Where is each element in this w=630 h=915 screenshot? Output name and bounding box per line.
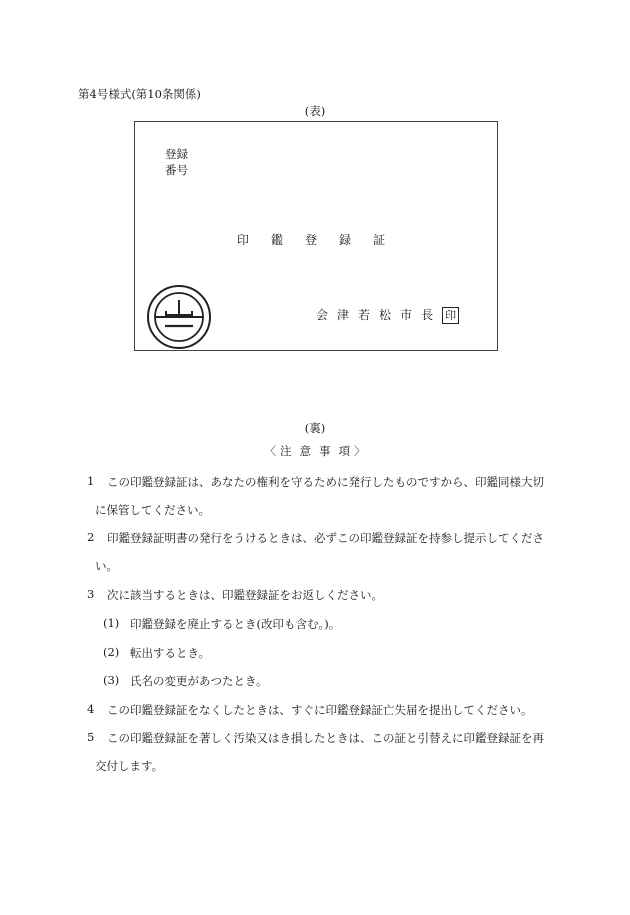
certificate-title-char: 登 <box>305 233 318 247</box>
note-number: 2 <box>87 530 95 544</box>
note-text-line: この印鑑登録証を著しく汚染又はき損したときは、この証と引替えに印鑑登録証を再 <box>107 731 544 745</box>
city-emblem-icon <box>144 282 214 352</box>
notes-heading <box>0 443 630 459</box>
note-text-line: い。 <box>95 559 118 573</box>
issuer-mayor-name <box>316 306 459 324</box>
official-seal-mark: 印 <box>442 307 459 324</box>
note-text-line: 氏名の変更があつたとき。 <box>130 674 268 688</box>
note-number: 5 <box>87 730 95 744</box>
certificate-title-char: 録 <box>339 233 352 247</box>
mayor-char: 若 <box>358 308 371 322</box>
certificate-title-char: 印 <box>237 233 250 247</box>
notes-heading-close: 〉 <box>354 444 366 458</box>
registration-number-label-line1: 登録 <box>165 147 188 161</box>
certificate-title-char: 鑑 <box>271 233 284 247</box>
note-text-line: この印鑑登録証は、あなたの権利を守るために発行したものですから、印鑑同様大切 <box>107 475 544 489</box>
sub-note-number: (2) <box>103 645 120 659</box>
note-text-line: この印鑑登録証をなくしたときは、すぐに印鑑登録証亡失届を提出してください。 <box>107 703 533 717</box>
notes-heading-char: 項 <box>338 444 350 458</box>
registration-card-front <box>134 121 498 351</box>
sub-note-number: (1) <box>103 616 120 630</box>
certificate-title-char: 証 <box>373 233 386 247</box>
note-number: 3 <box>87 587 95 601</box>
sub-note-number: (3) <box>103 673 120 687</box>
note-number: 1 <box>87 474 95 488</box>
note-text-line: に保管してください。 <box>95 503 210 517</box>
form-number: 第4号様式(第10条関係) <box>78 87 201 101</box>
mayor-char: 会 <box>316 308 329 322</box>
notes-heading-char: 意 <box>299 444 311 458</box>
front-side-label: (表) <box>304 104 326 118</box>
mayor-char: 松 <box>379 308 392 322</box>
note-text-line: 印鑑登録を廃止するとき(改印も含む。)。 <box>130 617 341 631</box>
notes-heading-char: 注 <box>280 444 292 458</box>
note-text-line: 交付します。 <box>95 759 164 773</box>
note-text-line: 印鑑登録証明書の発行をうけるときは、必ずこの印鑑登録証を持参し提示してくださ <box>107 531 544 545</box>
mayor-char: 市 <box>400 308 413 322</box>
note-text-line: 次に該当するときは、印鑑登録証をお返しください。 <box>107 588 383 602</box>
certificate-title <box>237 231 407 248</box>
registration-number-label-line2: 番号 <box>165 163 188 177</box>
note-text-line: 転出するとき。 <box>130 646 211 660</box>
registration-number-label <box>165 146 188 178</box>
notes-heading-open: 〈 <box>264 444 276 458</box>
notes-heading-char: 事 <box>319 444 331 458</box>
mayor-char: 長 <box>421 308 434 322</box>
back-side-label: (裏) <box>304 421 326 435</box>
note-number: 4 <box>87 702 95 716</box>
mayor-char: 津 <box>337 308 350 322</box>
